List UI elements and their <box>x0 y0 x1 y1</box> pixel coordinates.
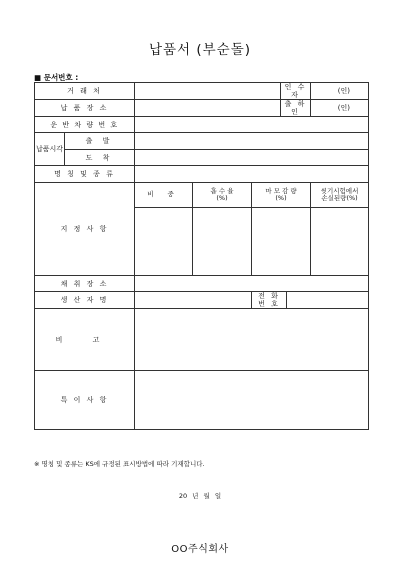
remarks-label: 비 고 <box>35 309 135 371</box>
date-line: 20 년 월 일 <box>178 492 222 500</box>
delivery-place-field[interactable] <box>135 100 281 117</box>
shipper-seal[interactable]: (인) <box>311 100 369 117</box>
specific-gravity-value[interactable] <box>135 208 193 276</box>
wash-test-loss-header: 씻기시험에서 손실된량(%) <box>311 183 369 208</box>
name-type-field[interactable] <box>135 166 369 183</box>
document-title: 납품서 (부순돌) <box>148 42 252 58</box>
receiver-seal[interactable]: (인) <box>311 83 369 100</box>
delivery-place-label: 납 품 장 소 <box>35 100 135 117</box>
producer-name-field[interactable] <box>135 292 252 309</box>
supplier-field[interactable] <box>135 83 281 100</box>
absorption-value[interactable] <box>193 208 252 276</box>
phone-number-label: 전 화 번 호 <box>252 292 287 309</box>
special-notes-label: 특 이 사 항 <box>35 371 135 430</box>
phone-number-field[interactable] <box>287 292 369 309</box>
name-type-label: 명 칭 및 종 류 <box>35 166 135 183</box>
abrasion-loss-value[interactable] <box>252 208 311 276</box>
vehicle-number-field[interactable] <box>135 117 369 133</box>
arrival-label: 도 착 <box>65 150 135 166</box>
producer-name-label: 생 산 자 명 <box>35 292 135 309</box>
remarks-field[interactable] <box>135 309 369 371</box>
shipper-label: 출 하 인 <box>281 100 311 117</box>
special-notes-field[interactable] <box>135 371 369 430</box>
absorption-header: 흡 수 율 (%) <box>193 183 252 208</box>
departure-label: 출 발 <box>65 133 135 150</box>
vehicle-number-label: 운 반 차 량 번 호 <box>35 117 135 133</box>
abrasion-loss-header: 마 모 감 량 (%) <box>252 183 311 208</box>
company-name: OO주식회사 <box>171 544 229 555</box>
delivery-form-table <box>34 82 369 430</box>
quarry-location-field[interactable] <box>135 276 369 292</box>
wash-test-loss-value[interactable] <box>311 208 369 276</box>
quarry-location-label: 채 취 장 소 <box>35 276 135 292</box>
arrival-field[interactable] <box>135 150 369 166</box>
departure-field[interactable] <box>135 133 369 150</box>
doc-number-text: ■ 문서번호 : <box>34 73 79 82</box>
receiver-label: 인 수 자 <box>281 83 311 100</box>
supplier-label: 거 래 처 <box>35 83 135 100</box>
delivery-time-label: 납품시각 <box>35 133 65 166</box>
footnote: ※ 명칭 및 종류는 KS에 규정된 표시방법에 따라 기재합니다. <box>34 460 205 468</box>
specified-items-label: 지 정 사 항 <box>35 183 135 276</box>
specific-gravity-header: 비 중 <box>135 183 193 208</box>
